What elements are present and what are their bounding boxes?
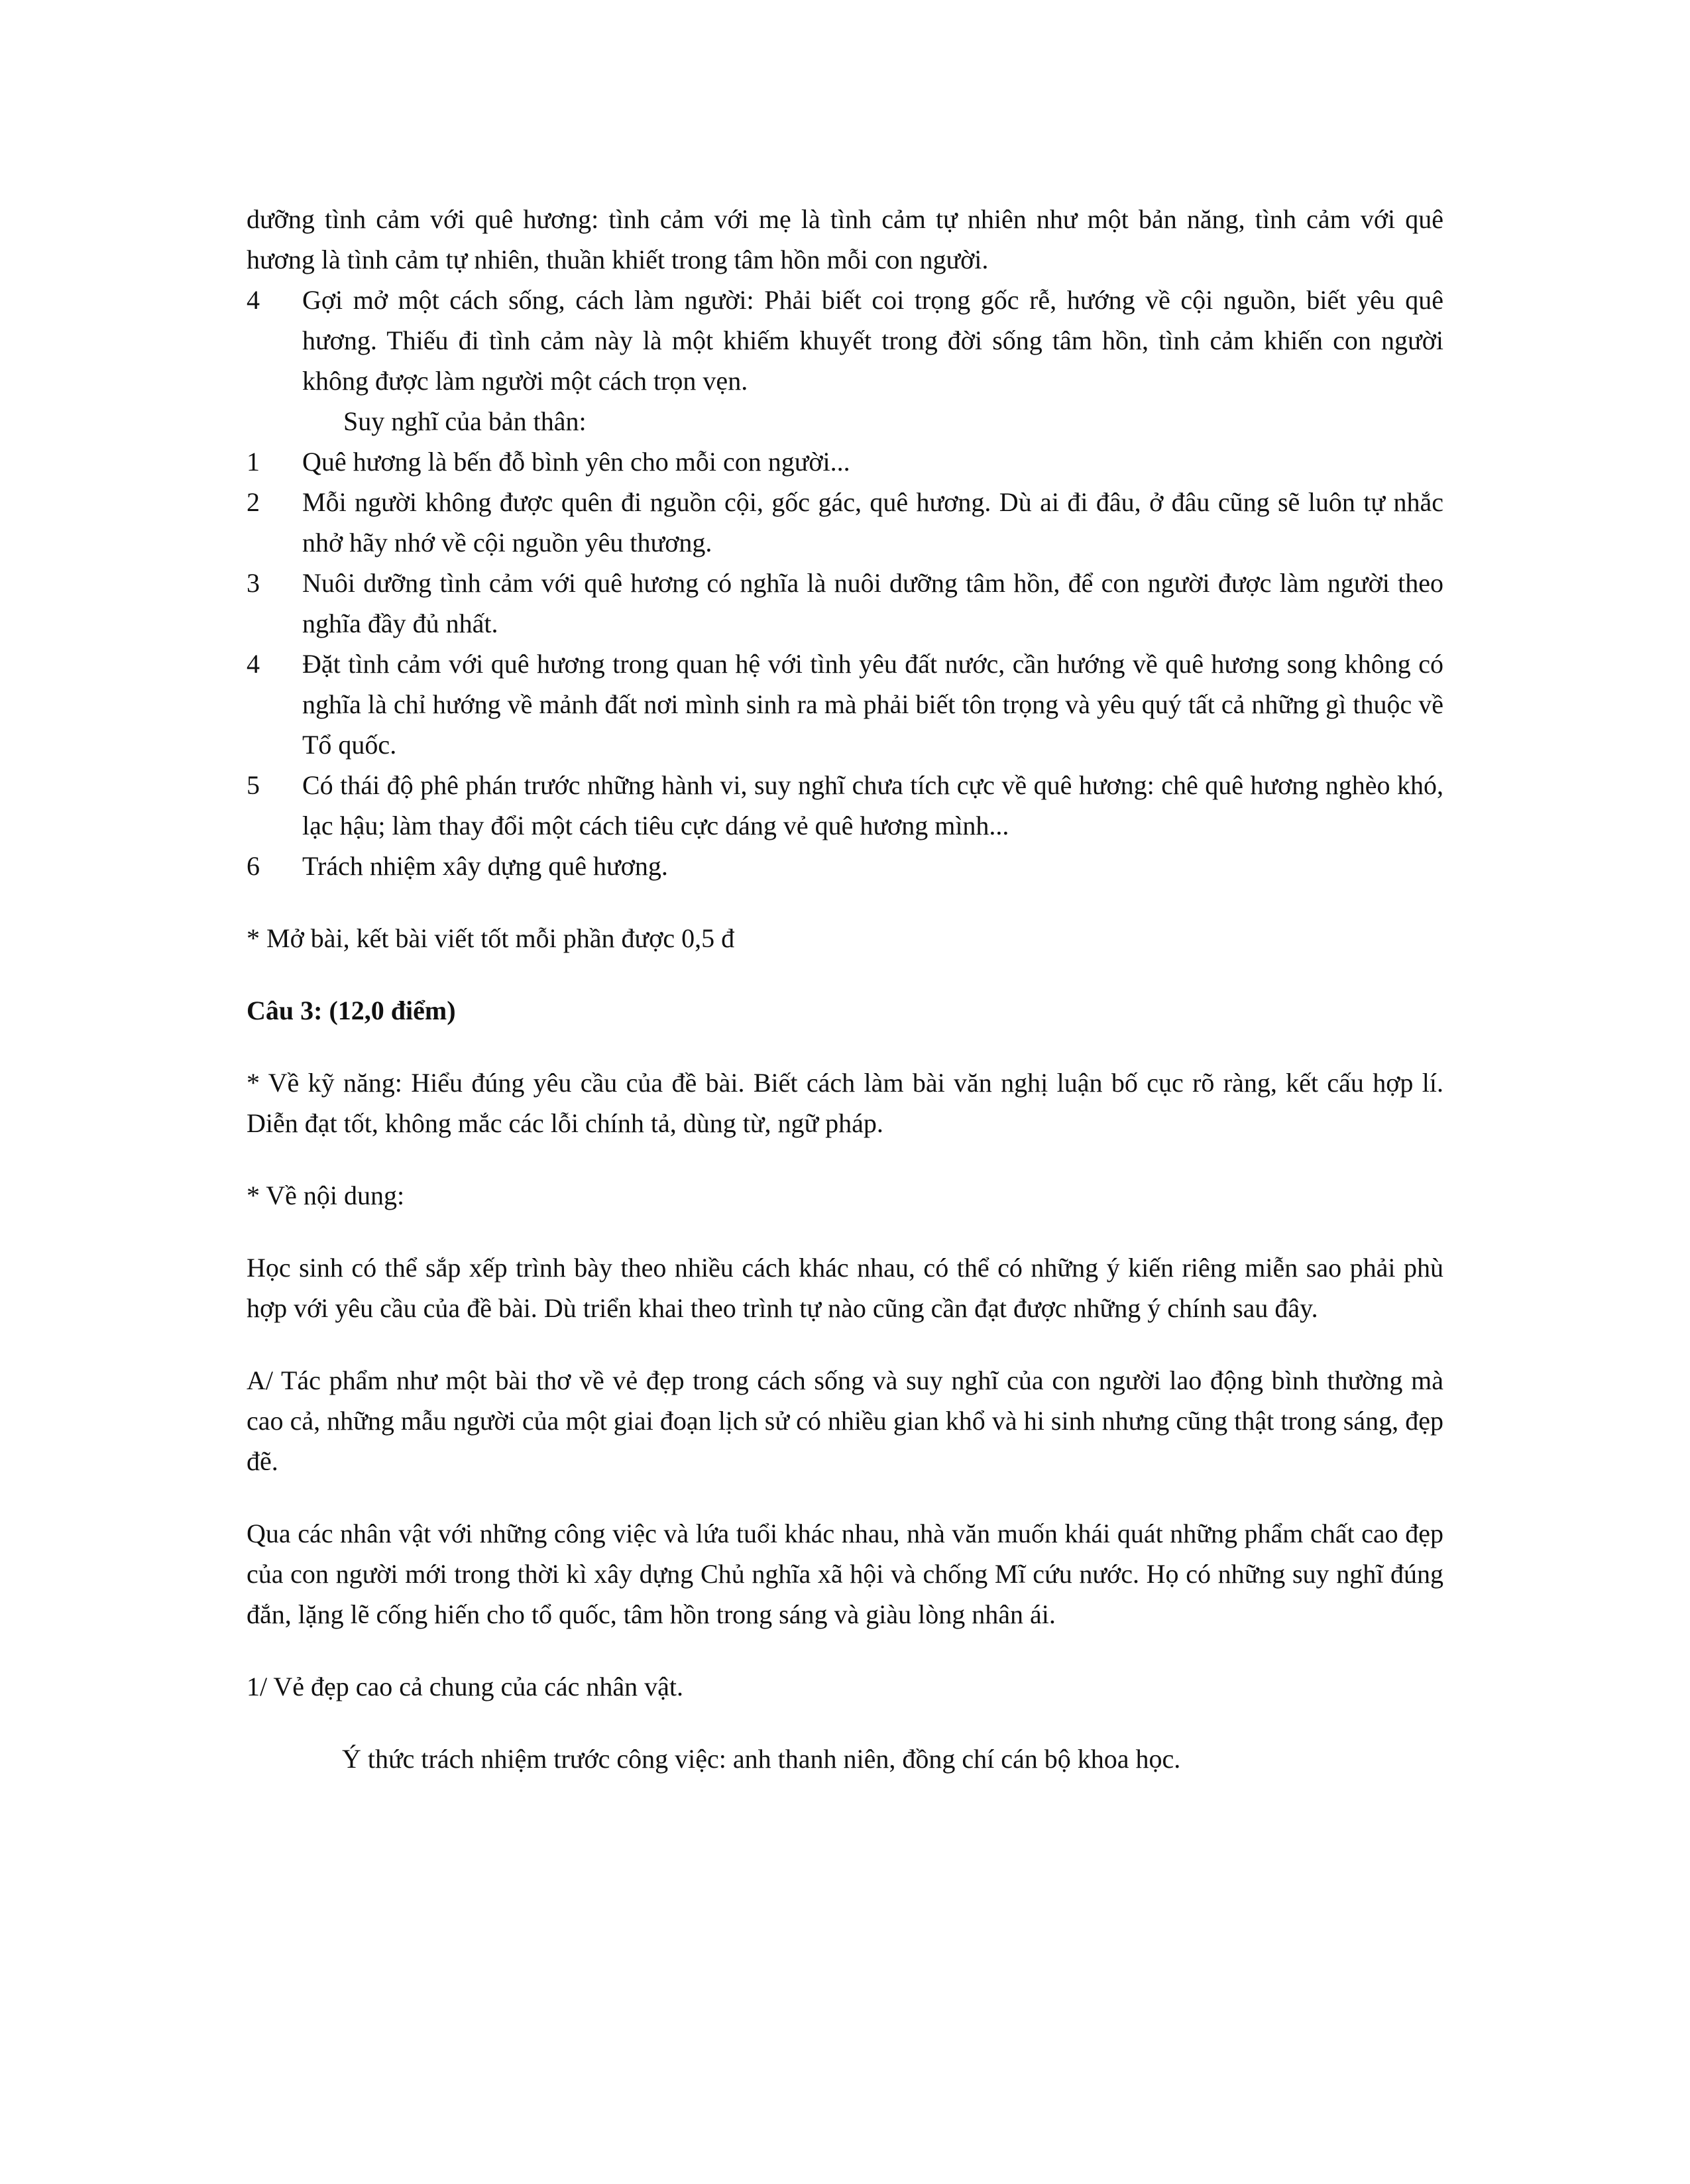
score-note: * Mở bài, kết bài viết tốt mỗi phần được 0,5 đ (247, 923, 735, 953)
list-text: Quê hương là bến đỗ bình yên cho mỗi con người... (302, 447, 850, 477)
bullet-text: Ý thức trách nhiệm trước công việc: anh thanh niên, đồng chí cán bộ khoa học. (342, 1744, 1181, 1774)
list-item (247, 846, 1443, 886)
part-a-paragraph: A/ Tác phẩm như một bài thơ về vẻ đẹp trong cách sống và suy nghĩ của con người lao động bình thường mà cao cả, những mẫu người của một giai đoạn lịch sử có nhiều gian khổ và hi sinh nhưng cũng thật trong sáng, đẹp đẽ. (247, 1365, 1443, 1476)
section-1-heading: 1/ Vẻ đẹp cao cả chung của các nhân vật. (247, 1672, 683, 1701)
list-number: 4 (247, 285, 260, 315)
list-item (247, 765, 1443, 846)
section-heading: Câu 3: (12,0 điểm) (247, 996, 456, 1025)
list-number: 4 (247, 649, 260, 679)
skill-paragraph: * Về kỹ năng: Hiểu đúng yêu cầu của đề bài. Biết cách làm bài văn nghị luận bố cục rõ ràng, kết cấu hợp lí. Diễn đạt tốt, không mắc các lỗi chính tả, dùng từ, ngữ pháp. (247, 1068, 1443, 1138)
list-text: Đặt tình cảm với quê hương trong quan hệ với tình yêu đất nước, cần hướng về quê hương song không có nghĩa là chỉ hướng về mảnh đất nơi mình sinh ra mà phải biết tôn trọng và yêu quý tất cả những gì thuộc về Tổ quốc. (302, 649, 1443, 760)
students-paragraph: Học sinh có thể sắp xếp trình bày theo nhiều cách khác nhau, có thể có những ý kiến riêng miễn sao phải phù hợp với yêu cầu của đề bài. Dù triển khai theo trình tự nào cũng cần đạt được những ý chính sau đây. (247, 1253, 1443, 1323)
qua-paragraph: Qua các nhân vật với những công việc và lứa tuổi khác nhau, nhà văn muốn khái quát những phẩm chất cao đẹp của con người mới trong thời kì xây dựng Chủ nghĩa xã hội và chống Mĩ cứu nước. Họ có những suy nghĩ đúng đắn, lặng lẽ cống hiến cho tổ quốc, tâm hồn trong sáng và giàu lòng nhân ái. (247, 1519, 1443, 1629)
list-item (247, 644, 1443, 765)
bullet-item (247, 1739, 1443, 1779)
list-item (247, 482, 1443, 563)
list-number: 3 (247, 568, 260, 598)
list-item (247, 441, 1443, 482)
list-text: Mỗi người không được quên đi nguồn cội, gốc gác, quê hương. Dù ai đi đâu, ở đâu cũng sẽ luôn tự nhắc nhở hãy nhớ về cội nguồn yêu thương. (302, 487, 1443, 557)
paragraph-intro: dưỡng tình cảm với quê hương: tình cảm với mẹ là tình cảm tự nhiên như một bản năng, tình cảm với quê hương là tình cảm tự nhiên, thuần khiết trong tâm hồn mỗi con người. (247, 204, 1443, 274)
document-body (247, 199, 1443, 1779)
bullet-item (247, 401, 1443, 441)
list-item (247, 280, 1443, 401)
list-text: Trách nhiệm xây dựng quê hương. (302, 851, 668, 881)
list-number: 1 (247, 447, 260, 477)
content-label: * Về nội dung: (247, 1180, 405, 1210)
list-number: 2 (247, 487, 260, 517)
list-text: Nuôi dưỡng tình cảm với quê hương có nghĩa là nuôi dưỡng tâm hồn, để con người được làm người theo nghĩa đầy đủ nhất. (302, 568, 1443, 638)
list-number: 6 (247, 851, 260, 881)
bullet-text: Suy nghĩ của bản thân: (343, 406, 587, 436)
list-item (247, 563, 1443, 644)
list-text: Có thái độ phê phán trước những hành vi, suy nghĩ chưa tích cực về quê hương: chê quê hương nghèo khó, lạc hậu; làm thay đổi một cách tiêu cực dáng vẻ quê hương mình... (302, 770, 1443, 840)
list-number: 5 (247, 770, 260, 800)
list-text: Gợi mở một cách sống, cách làm người: Phải biết coi trọng gốc rễ, hướng về cội nguồn, biết yêu quê hương. Thiếu đi tình cảm này là một khiếm khuyết trong đời sống tâm hồn, tình cảm khiến con người không được làm người một cách trọn vẹn. (302, 285, 1443, 396)
